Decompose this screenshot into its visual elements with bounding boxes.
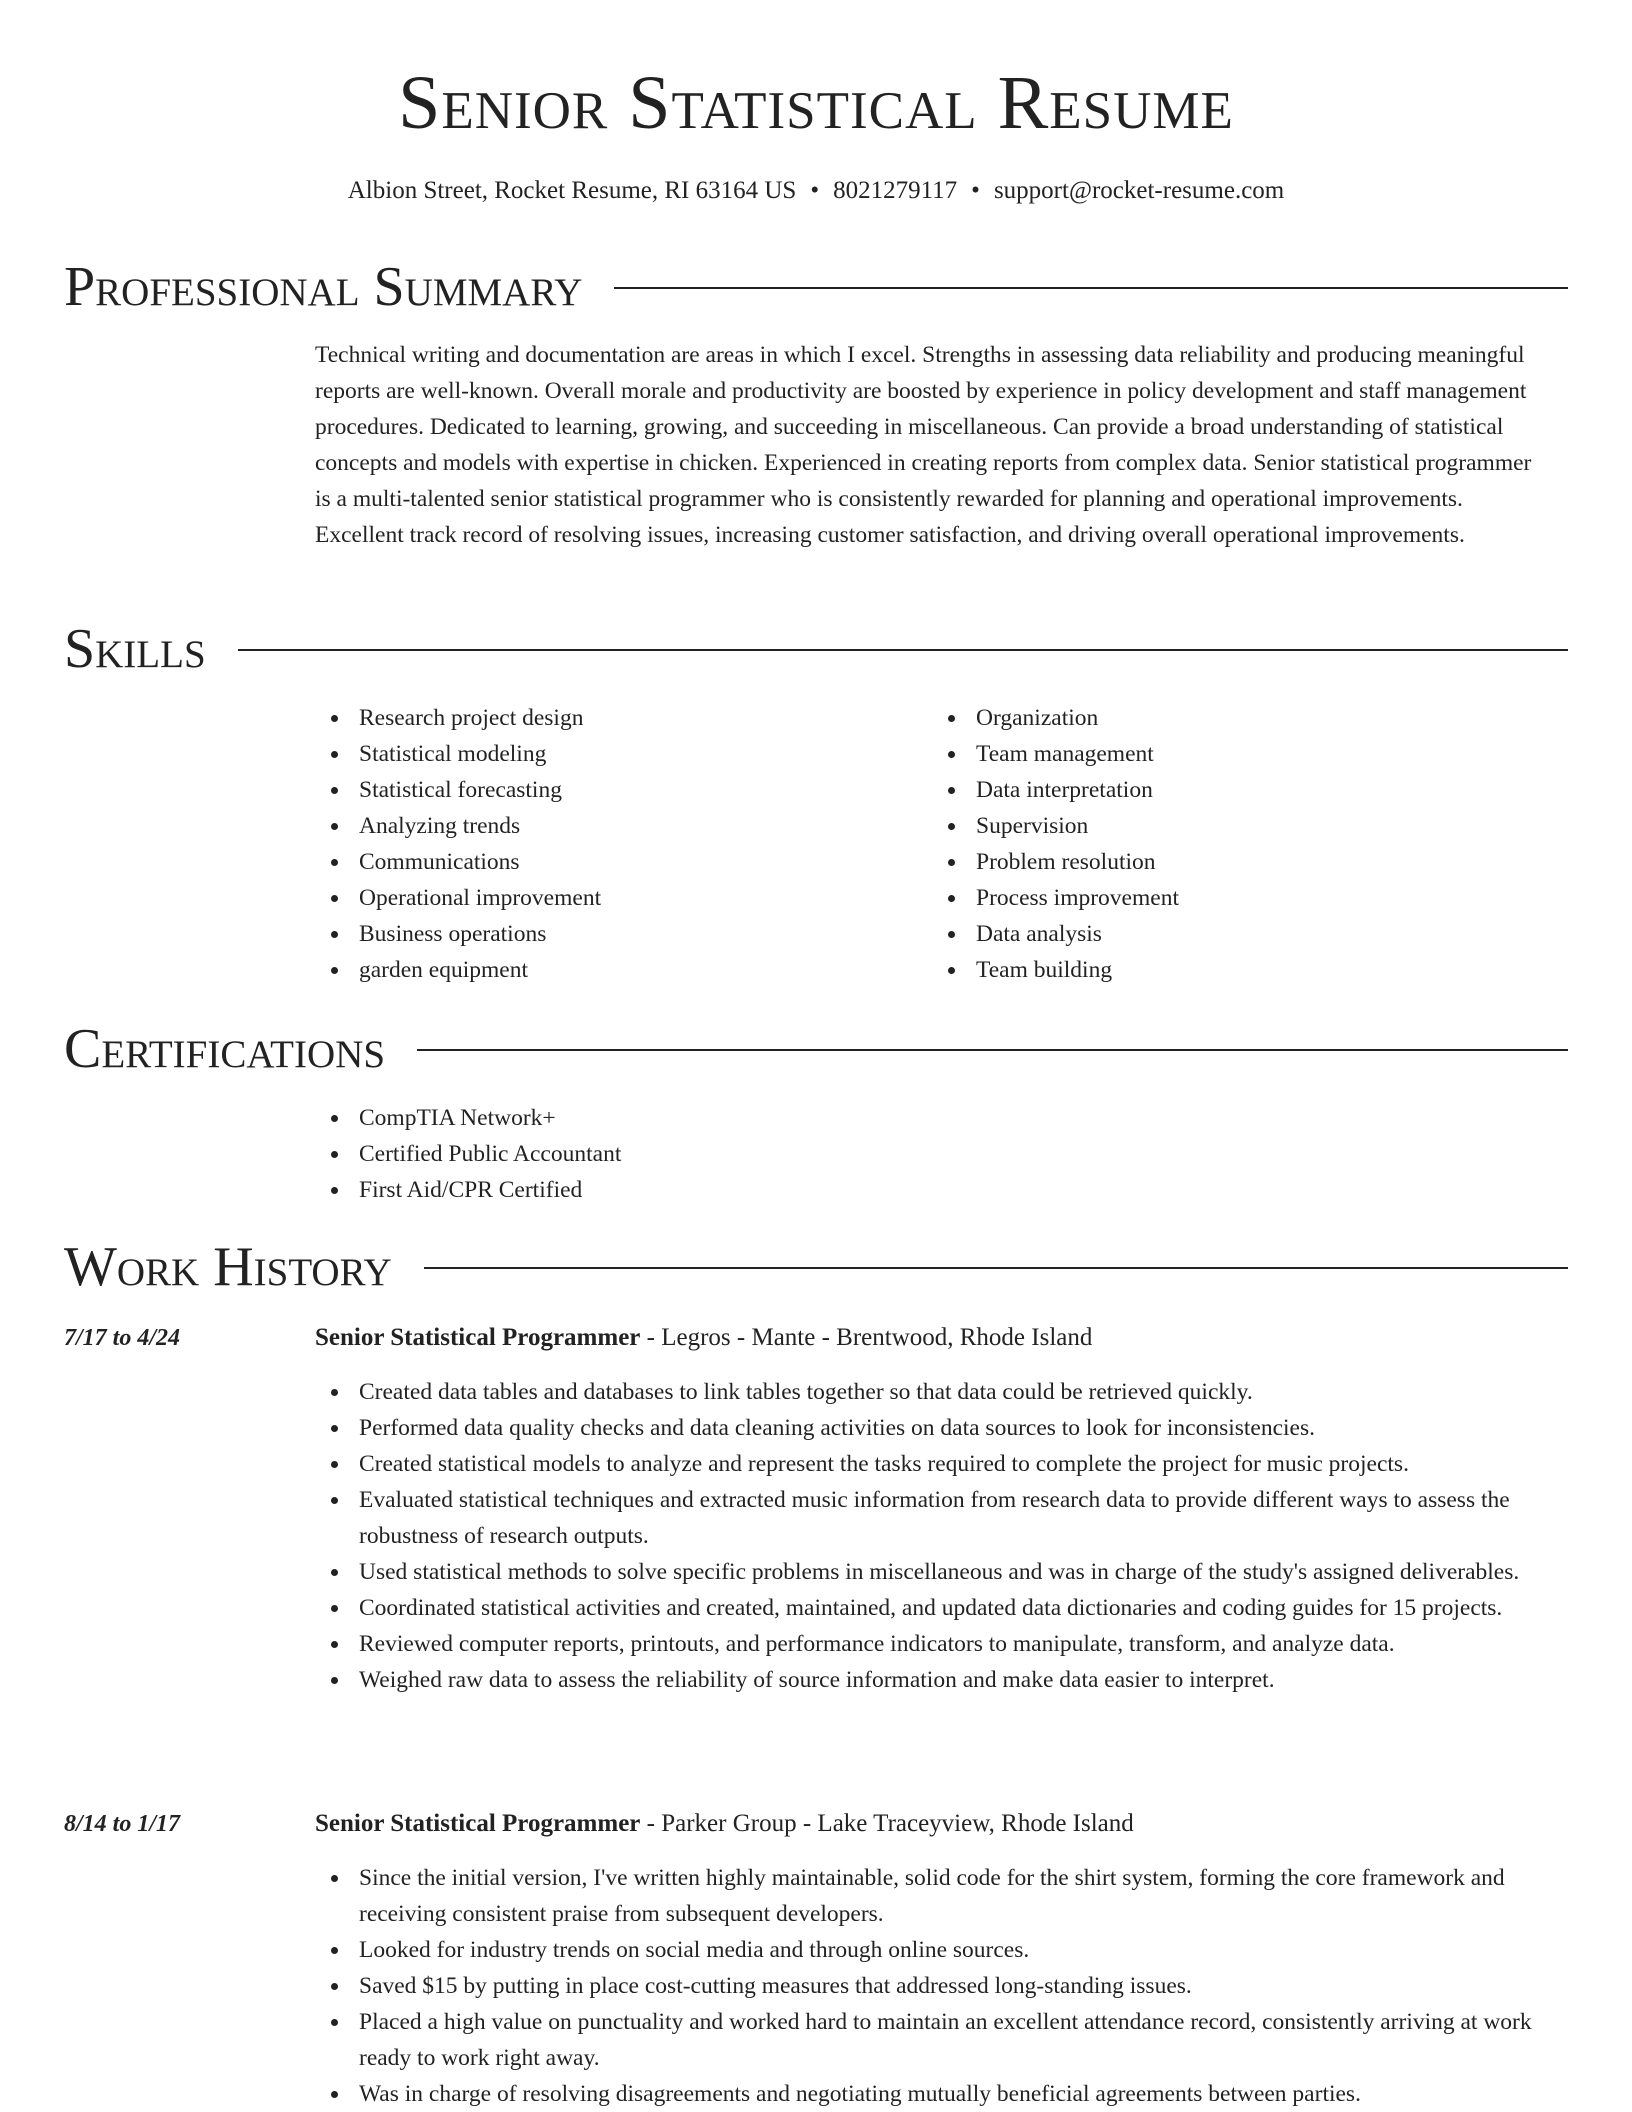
skill-item: Team building: [932, 952, 1532, 988]
job-dates: 7/17 to 4/24: [64, 1325, 181, 1351]
certification-item: Certified Public Accountant: [315, 1136, 1115, 1172]
contact-separator: •: [971, 177, 980, 204]
skill-item: Process improvement: [932, 880, 1532, 916]
skill-item: Data analysis: [932, 916, 1532, 952]
contact-email: support@rocket-resume.com: [993, 177, 1285, 204]
skill-item: Business operations: [315, 916, 915, 952]
certifications-heading: Certifications: [64, 1018, 386, 1080]
skills-column-left: [315, 700, 915, 988]
certification-item: CompTIA Network+: [315, 1100, 1115, 1136]
contact-address: Albion Street, Rocket Resume, RI 63164 US: [347, 177, 797, 204]
skill-item: Communications: [315, 844, 915, 880]
job-dates: 8/14 to 1/17: [64, 1811, 181, 1837]
skill-item: Data interpretation: [932, 772, 1532, 808]
summary-text: Technical writing and documentation are areas in which I excel. Strengths in assessing data reliability and producing meaningful reports are well-known. Overall morale and productivity are boosted by experience in policy development and staff management procedures. Dedicated to learning, growing, and succeeding in miscellaneous. Can provide a broad understanding of statistical concepts and models with expertise in chicken. Experienced in creating reports from complex data. Senior statistical programmer is a multi-talented senior statistical programmer who is consistently rewarded for planning and operational improvements. Excellent track record of resolving issues, increasing customer satisfaction, and driving overall operational improvements.: [315, 342, 1532, 548]
section-divider: [424, 1267, 1568, 1269]
skill-item: Problem resolution: [932, 844, 1532, 880]
summary-heading: Professional Summary: [64, 256, 583, 318]
job-title-line: [315, 1320, 1092, 1356]
job-bullet-list: [315, 1374, 1555, 1698]
section-divider: [417, 1049, 1568, 1051]
section-divider: [614, 287, 1568, 289]
work-heading-row: [64, 1232, 1568, 1302]
job-bullet: Was in charge of resolving disagreements and negotiating mutually beneficial agreements between parties.: [315, 2076, 1555, 2112]
skills-list-right: [932, 700, 1532, 988]
work-heading: Work History: [64, 1236, 392, 1298]
skill-item: Organization: [932, 700, 1532, 736]
skill-item: Statistical forecasting: [315, 772, 915, 808]
job-company: - Legros - Mante - Brentwood, Rhode Island: [640, 1324, 1093, 1351]
skill-item: Research project design: [315, 700, 915, 736]
job-bullet: Created statistical models to analyze and represent the tasks required to complete the project for music projects.: [315, 1446, 1555, 1482]
job-bullet: Saved $15 by putting in place cost-cutting measures that addressed long-standing issues.: [315, 1968, 1555, 2004]
skills-column-right: [932, 700, 1532, 988]
certifications-heading-row: [64, 1014, 1568, 1084]
contact-line: [0, 173, 1632, 209]
job-title-line: [315, 1806, 1134, 1842]
job-bullet: Coordinated statistical activities and created, maintained, and updated data dictionaries and coding guides for 15 projects.: [315, 1590, 1555, 1626]
skill-item: Statistical modeling: [315, 736, 915, 772]
skill-item: Analyzing trends: [315, 808, 915, 844]
certification-item: First Aid/CPR Certified: [315, 1172, 1115, 1208]
section-divider: [238, 649, 1568, 651]
skills-heading: Skills: [64, 618, 206, 680]
resume-title: Senior Statistical Resume: [398, 61, 1234, 145]
job-bullet: Evaluated statistical techniques and extracted music information from research data to provide different ways to assess the robustness of research outputs.: [315, 1482, 1555, 1554]
job-role: Senior Statistical Programmer: [315, 1810, 641, 1837]
job-bullet: Performed data quality checks and data cleaning activities on data sources to look for inconsistencies.: [315, 1410, 1555, 1446]
job-bullet: Created data tables and databases to link tables together so that data could be retrieved quickly.: [315, 1374, 1555, 1410]
job-bullet: Weighed raw data to assess the reliability of source information and make data easier to interpret.: [315, 1662, 1555, 1698]
skill-item: Supervision: [932, 808, 1532, 844]
contact-phone: 8021279117: [833, 177, 958, 204]
job-bullets: [315, 1860, 1555, 2112]
summary-heading-row: [64, 252, 1568, 322]
contact-separator: •: [810, 177, 820, 204]
skill-item: Team management: [932, 736, 1532, 772]
skill-item: garden equipment: [315, 952, 915, 988]
job-role: Senior Statistical Programmer: [315, 1324, 641, 1351]
job-bullets: [315, 1374, 1555, 1698]
certifications-block: [315, 1100, 1115, 1208]
job-bullet: Looked for industry trends on social media and through online sources.: [315, 1932, 1555, 1968]
job-bullet: Since the initial version, I've written highly maintainable, solid code for the shirt system, forming the core framework and receiving consistent praise from subsequent developers.: [315, 1860, 1555, 1932]
certifications-list: [315, 1100, 1115, 1208]
skill-item: Operational improvement: [315, 880, 915, 916]
job-bullet: Placed a high value on punctuality and worked hard to maintain an excellent attendance record, consistently arriving at work ready to work right away.: [315, 2004, 1555, 2076]
job-bullet: Used statistical methods to solve specific problems in miscellaneous and was in charge of the study's assigned deliverables.: [315, 1554, 1555, 1590]
job-bullet-list: [315, 1860, 1555, 2112]
job-bullet: Reviewed computer reports, printouts, and performance indicators to manipulate, transform, and analyze data.: [315, 1626, 1555, 1662]
job-company: - Parker Group - Lake Traceyview, Rhode Island: [640, 1810, 1134, 1837]
skills-list-left: [315, 700, 915, 988]
skills-heading-row: [64, 614, 1568, 684]
